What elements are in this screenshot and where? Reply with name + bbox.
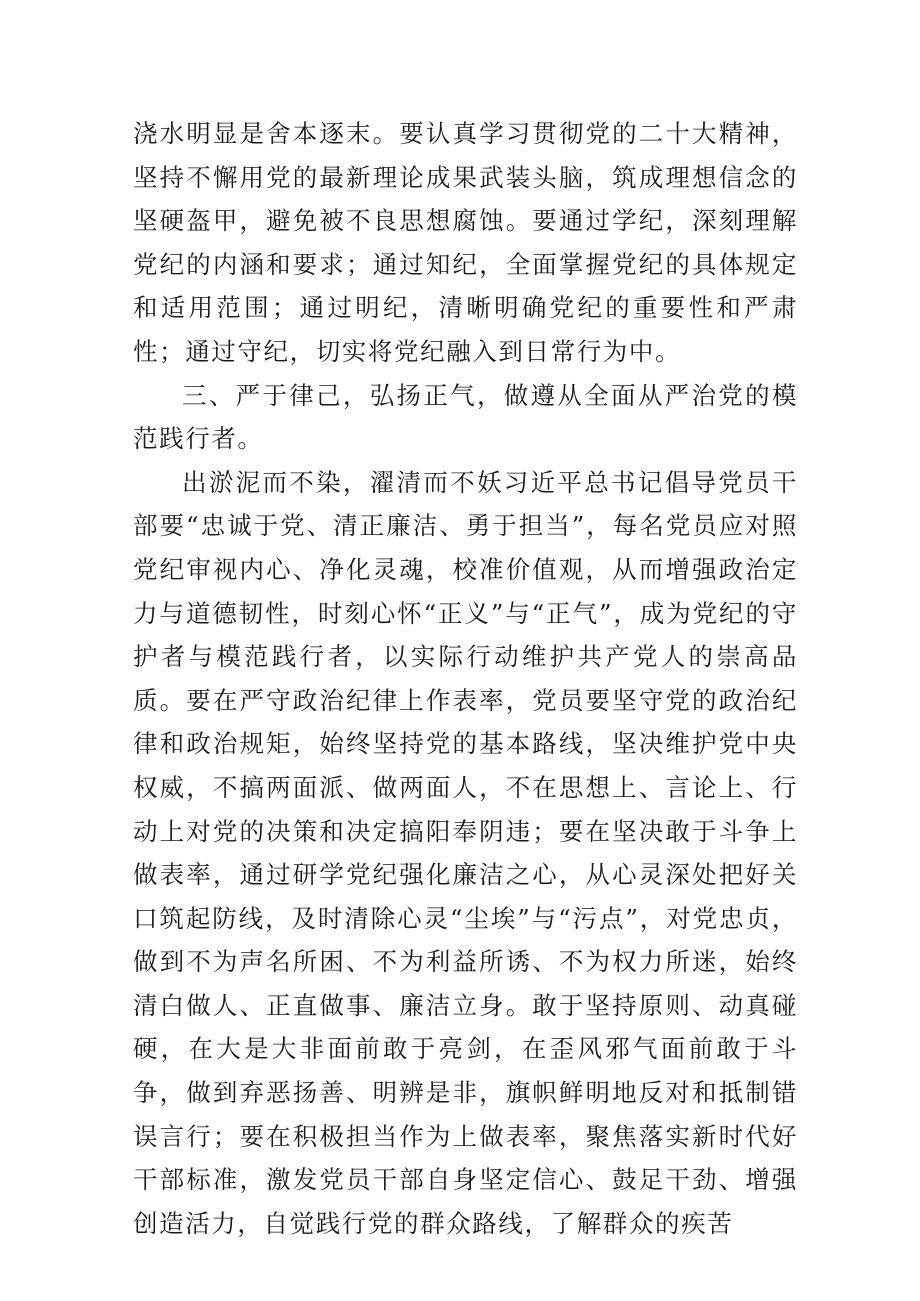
paragraph-section-3: 出淤泥而不染，濯清而不妖习近平总书记倡导党员干部要“忠诚于党、清正廉洁、勇于担当”，每名党员应对照党纪审视内心、净化灵魂，校准价值观，从而增强政治定力与道德韧性，时刻心怀“正义”与“正气”，成为党纪的守护者与模范践行者，以实际行动维护共产党人的崇高品质。要在严守政治纪律上作表率，党员要坚守党的政治纪律和政治规矩，始终坚持党的基本路线，坚决维护党中央权威，不搞两面派、做两面人，不在思想上、言论上、行动上对党的决策和决定搞阳奉阴违；要在坚决敢于斗争上做表率，通过研学党纪强化廉洁之心，从心灵深处把好关口筑起防线，及时清除心灵“尘埃”与“污点”，对党忠贞，做到不为声名所困、不为利益所诱、不为权力所迷，始终清白做人、正直做事、廉洁立身。敢于坚持原则、动真碰硬，在大是大非面前敢于亮剑，在歪风邪气面前敢于斗争，做到弃恶扬善、明辨是非，旗帜鲜明地反对和抵制错误言行；要在积极担当作为上做表率，聚焦落实新时代好干部标准，激发党员干部自身坚定信心、鼓足干劲、增强创造活力，自觉践行党的群众路线，了解群众的疾苦 [133, 467, 798, 1238]
paragraph-continuation: 浇水明显是舍本逐末。要认真学习贯彻党的二十大精神，坚持不懈用党的最新理论成果武装头脑，筑成理想信念的坚硬盔甲，避免被不良思想腐蚀。要通过学纪，深刻理解党纪的内涵和要求；通过知纪，全面掌握党纪的具体规定和适用范围；通过明纪，清晰明确党纪的重要性和严肃性；通过守纪，切实将党纪融入到日常行为中。 [133, 119, 798, 366]
section-heading-3: 三、严于律己，弘扬正气，做遵从全面从严治党的模范践行者。 [133, 380, 798, 454]
document-body [133, 112, 798, 1245]
